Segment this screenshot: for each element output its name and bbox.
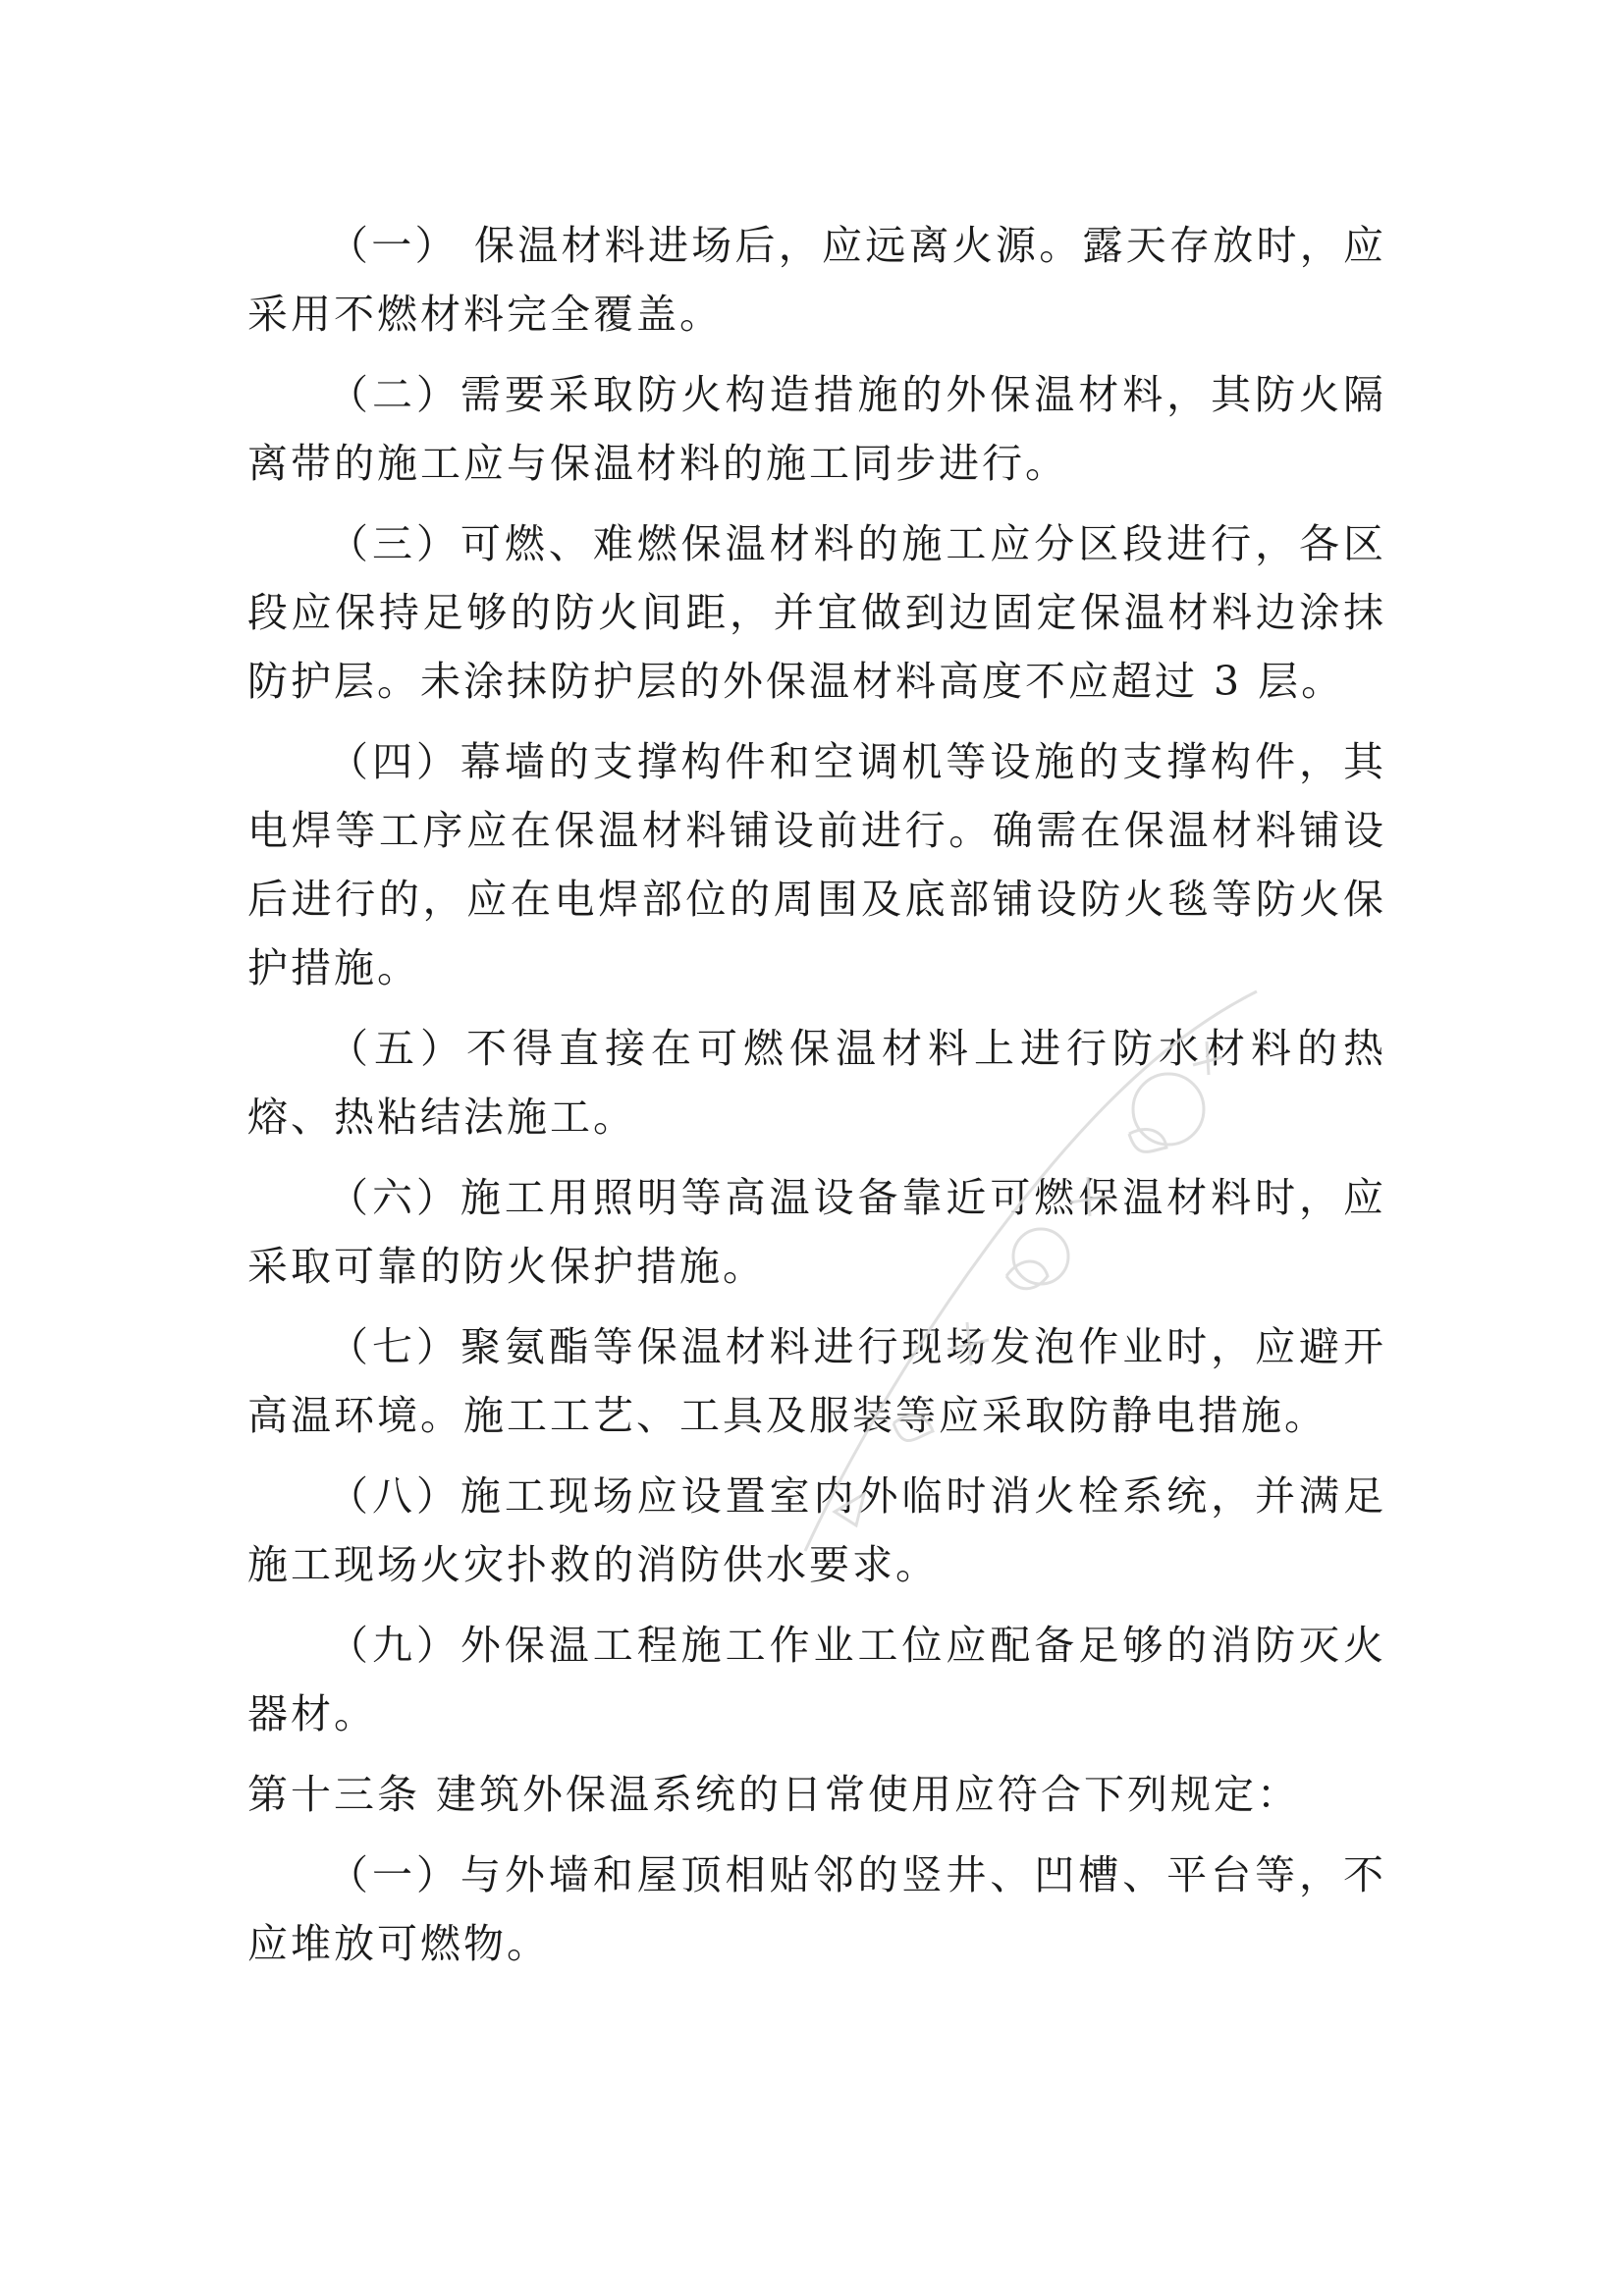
list-item-2: （二）需要采取防火构造措施的外保温材料，其防火隔离带的施工应与保温材料的施工同步进行。 [247, 371, 1386, 487]
list-item-3: （三）可燃、难燃保温材料的施工应分区段进行，各区段应保持足够的防火间距，并宜做到边固定保温材料边涂抹防护层。未涂抹防护层的外保温材料高度不应超过 3 层。 [247, 520, 1386, 705]
list-item-1: （一） 保温材料进场后，应远离火源。露天存放时，应采用不燃材料完全覆盖。 [247, 222, 1386, 338]
list-item-5: （五）不得直接在可燃保温材料上进行防水材料的热熔、热粘结法施工。 [247, 1025, 1386, 1141]
list-item-7: （七）聚氨酯等保温材料进行现场发泡作业时，应避开高温环境。施工工艺、工具及服装等应采取防静电措施。 [247, 1323, 1386, 1439]
list-item-6: （六）施工用照明等高温设备靠近可燃保温材料时，应采取可靠的防火保护措施。 [247, 1174, 1386, 1290]
list-item-8: （八）施工现场应设置室内外临时消火栓系统，并满足施工现场火灾扑救的消防供水要求。 [247, 1472, 1386, 1588]
article-sub-item-1: （一）与外墙和屋顶相贴邻的竖井、凹槽、平台等，不应堆放可燃物。 [247, 1851, 1386, 1967]
list-item-4: （四）幕墙的支撑构件和空调机等设施的支撑构件，其电焊等工序应在保温材料铺设前进行。确需在保温材料铺设后进行的，应在电焊部位的周围及底部铺设防火毯等防火保护措施。 [247, 738, 1386, 991]
list-item-9: （九）外保温工程施工作业工位应配备足够的消防灭火器材。 [247, 1622, 1386, 1737]
article-heading: 第十三条 建筑外保温系统的日常使用应符合下列规定： [247, 1771, 1301, 1818]
document-body [247, 211, 1386, 1990]
